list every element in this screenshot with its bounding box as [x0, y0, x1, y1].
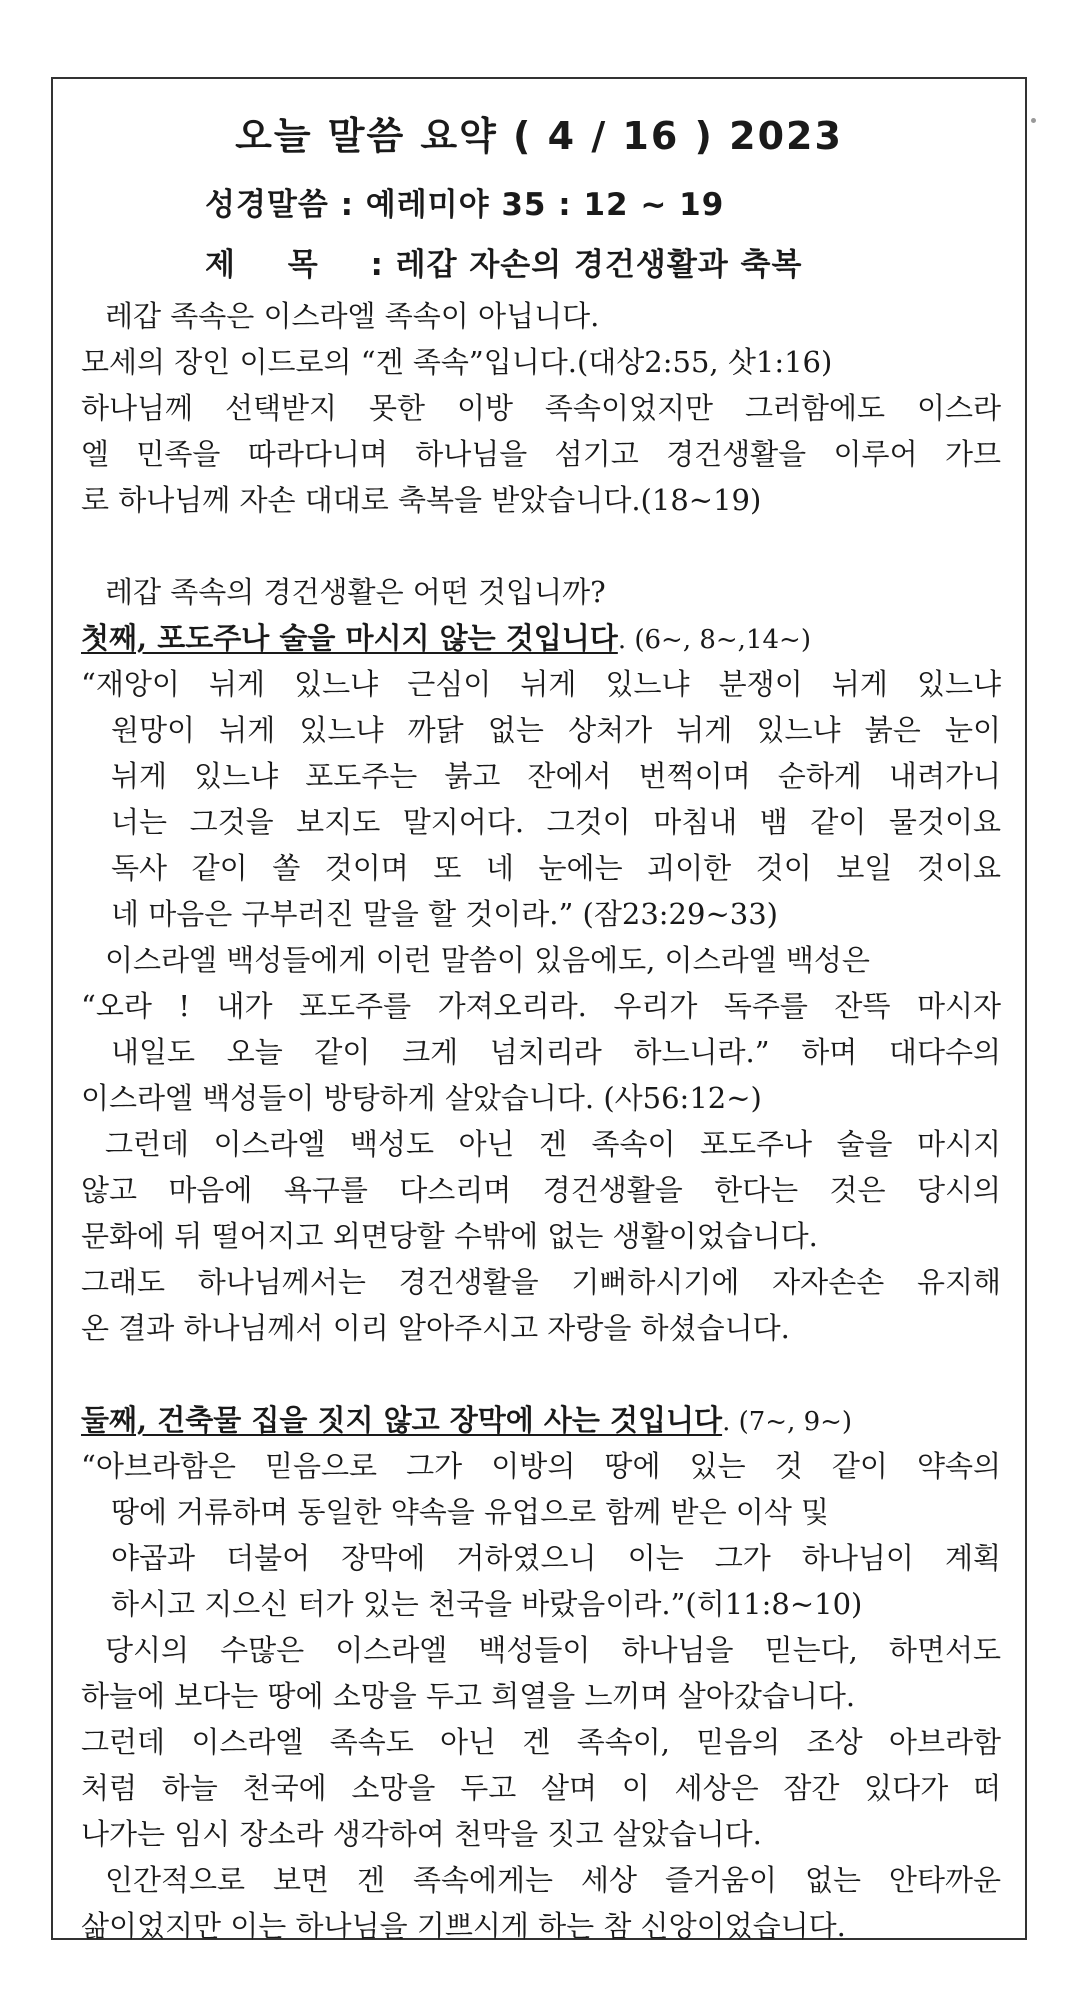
text-line: 모세의 장인 이드로의 “겐 족속”입니다.(대상2:55, 삿1:16) — [81, 345, 833, 379]
topic-value: 레갑 자손의 경건생활과 축복 — [395, 247, 803, 283]
quote-line: 너는 그것을 보지도 말지어다. 그것이 마침내 뱀 같이 물것이요 — [111, 805, 1001, 839]
quote-line: 땅에 거류하며 동일한 약속을 유업으로 함께 받은 이삭 및 — [111, 1495, 830, 1529]
summary-frame — [51, 77, 1027, 1943]
quote-line: 야곱과 더불어 장막에 거하였으니 이는 그가 하나님이 계획 — [111, 1541, 1001, 1575]
topic-line — [205, 239, 802, 284]
second-heading-ref: . (7~, 9~) — [722, 1407, 853, 1437]
quote-line: 원망이 뉘게 있느냐 까닭 없는 상처가 뉘게 있느냐 붉은 눈이 — [111, 713, 1001, 747]
text-line: 하나님께 선택받지 못한 이방 족속이었지만 그러함에도 이스라 — [81, 391, 1001, 425]
text-line: “오라 ! 내가 포도주를 가져오리라. 우리가 독주를 잔뜩 마시자 — [81, 989, 1001, 1023]
text-line: 이스라엘 백성들이 방탕하게 살았습니다. (사56:12~) — [81, 1081, 762, 1115]
quote-line: 네 마음은 구부러진 말을 할 것이라.” (잠23:29~33) — [111, 897, 778, 931]
paragraph-gap — [81, 523, 1001, 569]
text-line: 그런데 이스라엘 족속도 아닌 겐 족속이, 믿음의 조상 아브라함 — [81, 1725, 1001, 1759]
question-line: 레갑 족속의 경건생활은 어떤 것입니까? — [105, 575, 606, 609]
text-line: 하늘에 보다는 땅에 소망을 두고 희열을 느끼며 살아갔습니다. — [81, 1679, 856, 1713]
text-line: 나가는 임시 장소라 생각하여 천막을 짓고 살았습니다. — [81, 1817, 762, 1851]
text-line: 이스라엘 백성들에게 이런 말씀이 있음에도, 이스라엘 백성은 — [105, 943, 870, 977]
scripture-label: 성경말씀 : — [205, 187, 354, 223]
quote-line: 뉘게 있느냐 포도주는 붉고 잔에서 번쩍이며 순하게 내려가니 — [111, 759, 1001, 793]
text-line: 엘 민족을 따라다니며 하나님을 섬기고 경건생활을 이루어 가므 — [81, 437, 1001, 471]
scan-speck — [1031, 118, 1036, 123]
text-line: 레갑 족속은 이스라엘 족속이 아닙니다. — [105, 299, 600, 333]
text-line: 로 하나님께 자손 대대로 축복을 받았습니다.(18~19) — [81, 483, 762, 517]
text-line: 그런데 이스라엘 백성도 아닌 겐 족속이 포도주나 술을 마시지 — [105, 1127, 1001, 1161]
quote-line: “재앙이 뉘게 있느냐 근심이 뉘게 있느냐 분쟁이 뉘게 있느냐 — [81, 667, 1001, 701]
quote-line: 하시고 지으신 터가 있는 천국을 바랐음이라.”(히11:8~10) — [111, 1587, 863, 1621]
text-line: 그래도 하나님께서는 경건생활을 기뻐하시기에 자자손손 유지해 — [81, 1265, 1001, 1299]
summary-body — [81, 293, 1001, 1949]
page-title: 오늘 말씀 요약 ( 4 / 16 ) 2023 — [235, 114, 843, 158]
second-heading-line — [81, 1397, 1001, 1443]
text-line: 내일도 오늘 같이 크게 넘치리라 하느니라.” 하며 대다수의 — [111, 1035, 1001, 1069]
second-heading: 둘째, 건축물 집을 짓지 않고 장막에 사는 것입니다 — [81, 1403, 723, 1437]
paragraph-gap — [81, 1351, 1001, 1397]
text-line: 인간적으로 보면 겐 족속에게는 세상 즐거움이 없는 안타까운 — [105, 1863, 1001, 1897]
first-heading: 첫째, 포도주나 술을 마시지 않는 것입니다 — [81, 621, 618, 655]
text-line: 삶이었지만 이는 하나님을 기쁘시게 하는 참 신앙이었습니다. — [81, 1909, 846, 1943]
text-line: 문화에 뒤 떨어지고 외면당할 수밖에 없는 생활이었습니다. — [81, 1219, 818, 1253]
quote-line: “아브라함은 믿음으로 그가 이방의 땅에 있는 것 같이 약속의 — [81, 1449, 1001, 1483]
text-line: 온 결과 하나님께서 이리 알아주시고 자랑을 하셨습니다. — [81, 1311, 790, 1345]
first-heading-line — [81, 615, 1001, 661]
first-heading-ref: . (6~, 8~,14~) — [617, 625, 811, 655]
scripture-line — [205, 179, 724, 224]
quote-line: 독사 같이 쏠 것이며 또 네 눈에는 괴이한 것이 보일 것이요 — [111, 851, 1001, 885]
scripture-value: 예레미야 35 : 12 ~ 19 — [365, 187, 725, 223]
topic-label: 제 목 : — [205, 247, 384, 283]
text-line: 당시의 수많은 이스라엘 백성들이 하나님을 믿는다, 하면서도 — [105, 1633, 1001, 1667]
text-line: 않고 마음에 욕구를 다스리며 경건생활을 한다는 것은 당시의 — [81, 1173, 1001, 1207]
text-line: 처럼 하늘 천국에 소망을 두고 살며 이 세상은 잠간 있다가 떠 — [81, 1771, 1001, 1805]
